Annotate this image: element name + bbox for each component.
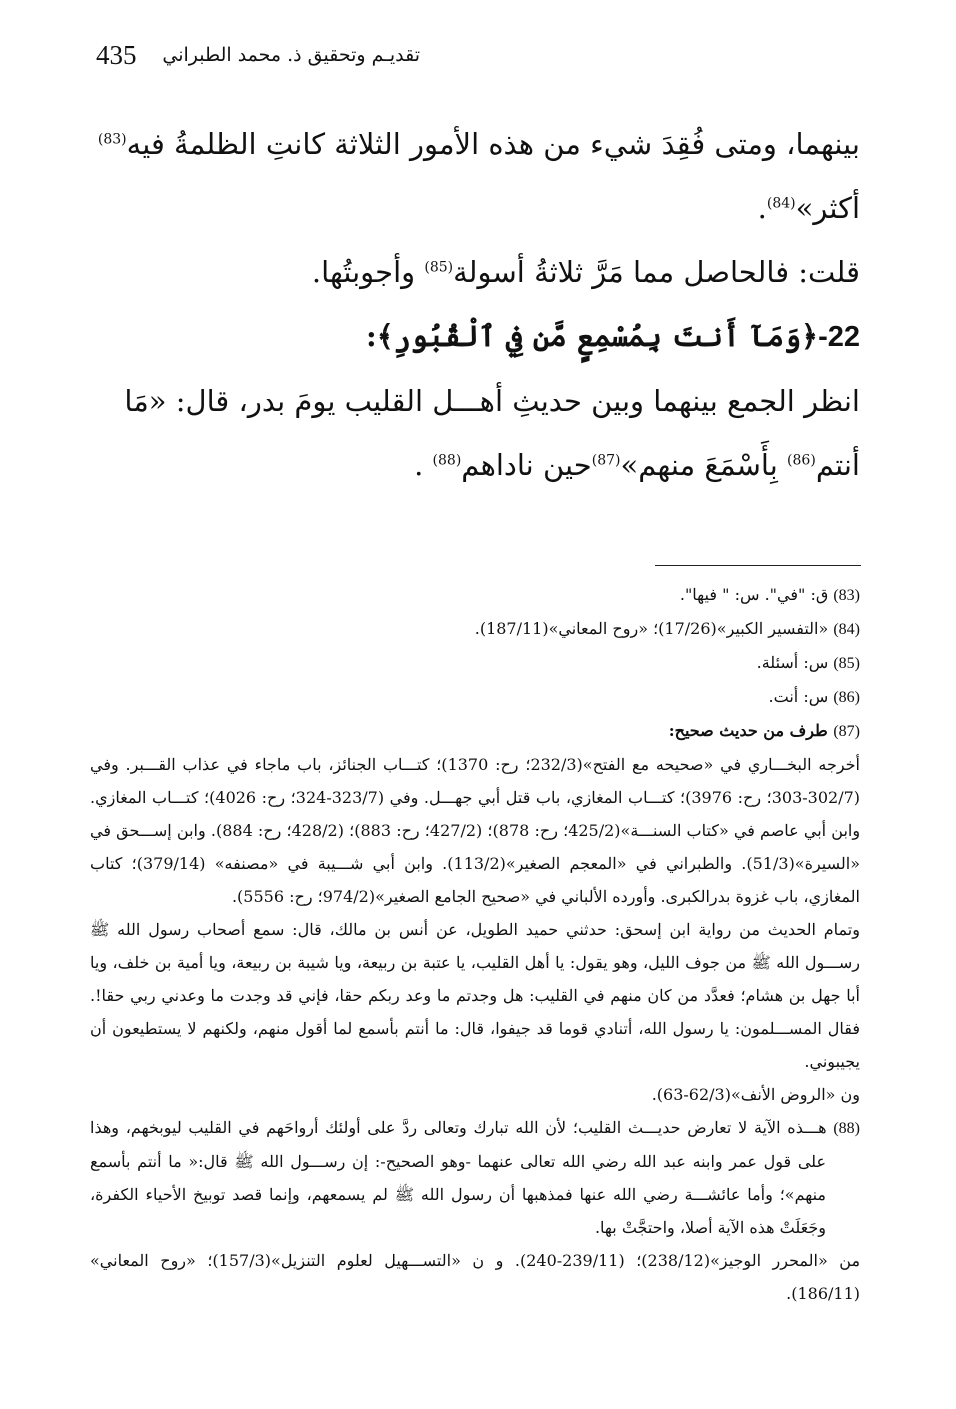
footnote-88 <box>90 1111 860 1244</box>
section-heading <box>90 304 860 369</box>
footnote-number: (84) <box>833 621 860 638</box>
footnote-87 <box>90 714 860 748</box>
footnote-85 <box>90 646 860 680</box>
text-run: . <box>757 191 767 225</box>
footnote-number: (88) <box>833 1120 860 1137</box>
main-paragraph-2 <box>90 240 860 304</box>
heading-colon: : <box>366 319 377 353</box>
footnote-text: «التفسير الكبير»(17/26)؛ «روح المعاني»(187/11). <box>474 619 834 638</box>
main-paragraph-1 <box>90 112 860 240</box>
footnote-87-hadith: وتمام الحديث من رواية ابن إسحق: حدثني حميد الطويل، عن أنس بن مالك، قال: سمع أصحاب رسول الله ﷺ رســـول الله ﷺ من جوف الليل، وهو يقول: يا أهل القليب، يا عتبة بن ربيعة، ويا شيبة بن ربيعة، ويا أمية بن خلف، ويا أبا جهل بن هشام؛ فعدَّد من كان منهم في القليب: هل وجدتم ما وعد ربكم حقا، فإني قد وجدت ما وعدني ربي حقا!. فقال المســـلمون: يا رسول الله، أتنادي قوما قد جيفوا، قال: ما أنتم بأسمع لما أقول منهم، ولكنهم لا يستطيعون أن يجيبوني. <box>90 920 860 1071</box>
footnote-87-reference: ون «الروض الأنف»(62/3-63). <box>651 1085 860 1104</box>
quran-verse: ﴿وَمَآ أَنتَ بِمُسْمِعٍ مَّن فِي ٱلْقُبُورِ﴾ <box>376 319 819 353</box>
footnote-number: (87) <box>833 723 860 740</box>
footnote-text: س: أسئلة. <box>756 653 834 672</box>
text-run: بِأَسْمَعَ منهم» <box>620 448 788 482</box>
text-run: . <box>414 448 433 482</box>
text-run: قلت: فالحاصل مما مَرَّ ثلاثةُ أسولة <box>453 255 860 289</box>
text-run: بينهما، ومتى فُقِدَ شيء من هذه الأمور الثلاثة كانتِ الظلمةُ فيه <box>126 127 860 161</box>
footnote-83 <box>90 578 860 612</box>
footnote-ref: (84) <box>766 195 796 212</box>
main-paragraph-3 <box>90 369 860 497</box>
text-run: حين ناداهم <box>461 448 592 482</box>
text-run: أكثر» <box>795 191 860 225</box>
main-text <box>90 112 860 497</box>
footnote-ref: (85) <box>424 259 454 276</box>
text-run: انظر الجمع بينهما وبين حديثِ أهـــل القليب يومَ بدر، قال: «مَا أنتم <box>124 384 860 482</box>
footnote-88-references: من «المحرر الوجيز»(238/12)؛ (239/11-240). و ن «التســـهيل لعلوم التنزيل»(157/3)؛ «روح المعاني» (186/11). <box>90 1251 861 1303</box>
footnote-ref: (83) <box>97 131 127 148</box>
footnote-title: طرف من حديث صحيح: <box>668 721 834 740</box>
page-header <box>96 38 420 78</box>
footnote-ref: (87) <box>591 452 621 469</box>
footnote-text: ق: "في". س: " فيها". <box>679 585 834 604</box>
running-head: تقديـم وتحقيق ذ. محمد الطبراني <box>162 44 420 66</box>
footnote-number: (85) <box>833 655 860 672</box>
heading-number: 22- <box>818 321 860 353</box>
footnote-ref: (86) <box>787 452 816 469</box>
footnotes <box>90 578 860 1310</box>
footnote-87-sources: أخرجه البخـــاري في «صحيحه مع الفتح»(232/3؛ رح: 1370)؛ كتـــاب الجنائز، باب ماجاء في عذاب القـــبر. وفي (302/7-303؛ رح: 3976)؛ كتـــاب المغازي، باب قتل أبي جهـــل. وفي (323/7-324؛ رح: 4026)؛ كتـــاب المغازي. وابن أبي عاصم في «كتاب السنـــة»(425/2؛ رح: 878)؛ (427/2؛ رح: 883)؛ (428/2؛ رح: 884). وابن إســـحق في «السيرة»(51/3). والطبراني في «المعجم الصغير»(113/2). وابن أبي شـــيبة في «مصنفه» (379/14)؛ كتاب المغازي، باب غزوة بدرالكبرى. وأورده الألباني في «صحيح الجامع الصغير»(974/2؛ رح: 5556). <box>90 755 861 906</box>
footnote-86 <box>90 680 860 714</box>
footnote-ref: (88) <box>432 452 462 469</box>
footnote-text: هـــذه الآية لا تعارض حديـــث القليب؛ لأن الله تبارك وتعالى ردَّ على أولئك أرواحَهم في القليب ليوبخهم، وهذا على قول عمر وابنه عبد الله رضي الله تعالى عنهما -وهو الصحيح-: إن رســـول الله ﷺ قال:« ما أنتم بأسمع منهم»؛ وأما عائشـــة رضي الله عنها فمذهبها أن رسول الله ﷺ لم يسمعهم، وإنما قصد توبيخ الأحياء الكفرة، وجَعَلَتْ هذه الآية أصلا، واحتجَّتْ بها. <box>90 1118 834 1237</box>
page-number: 435 <box>96 40 137 70</box>
footnote-text: س: أنت. <box>768 687 834 706</box>
footnote-84 <box>90 612 860 646</box>
text-run: وأجوبتُها. <box>311 255 425 289</box>
footnote-divider <box>655 565 861 566</box>
footnote-number: (83) <box>833 587 860 604</box>
footnote-number: (86) <box>833 689 860 706</box>
